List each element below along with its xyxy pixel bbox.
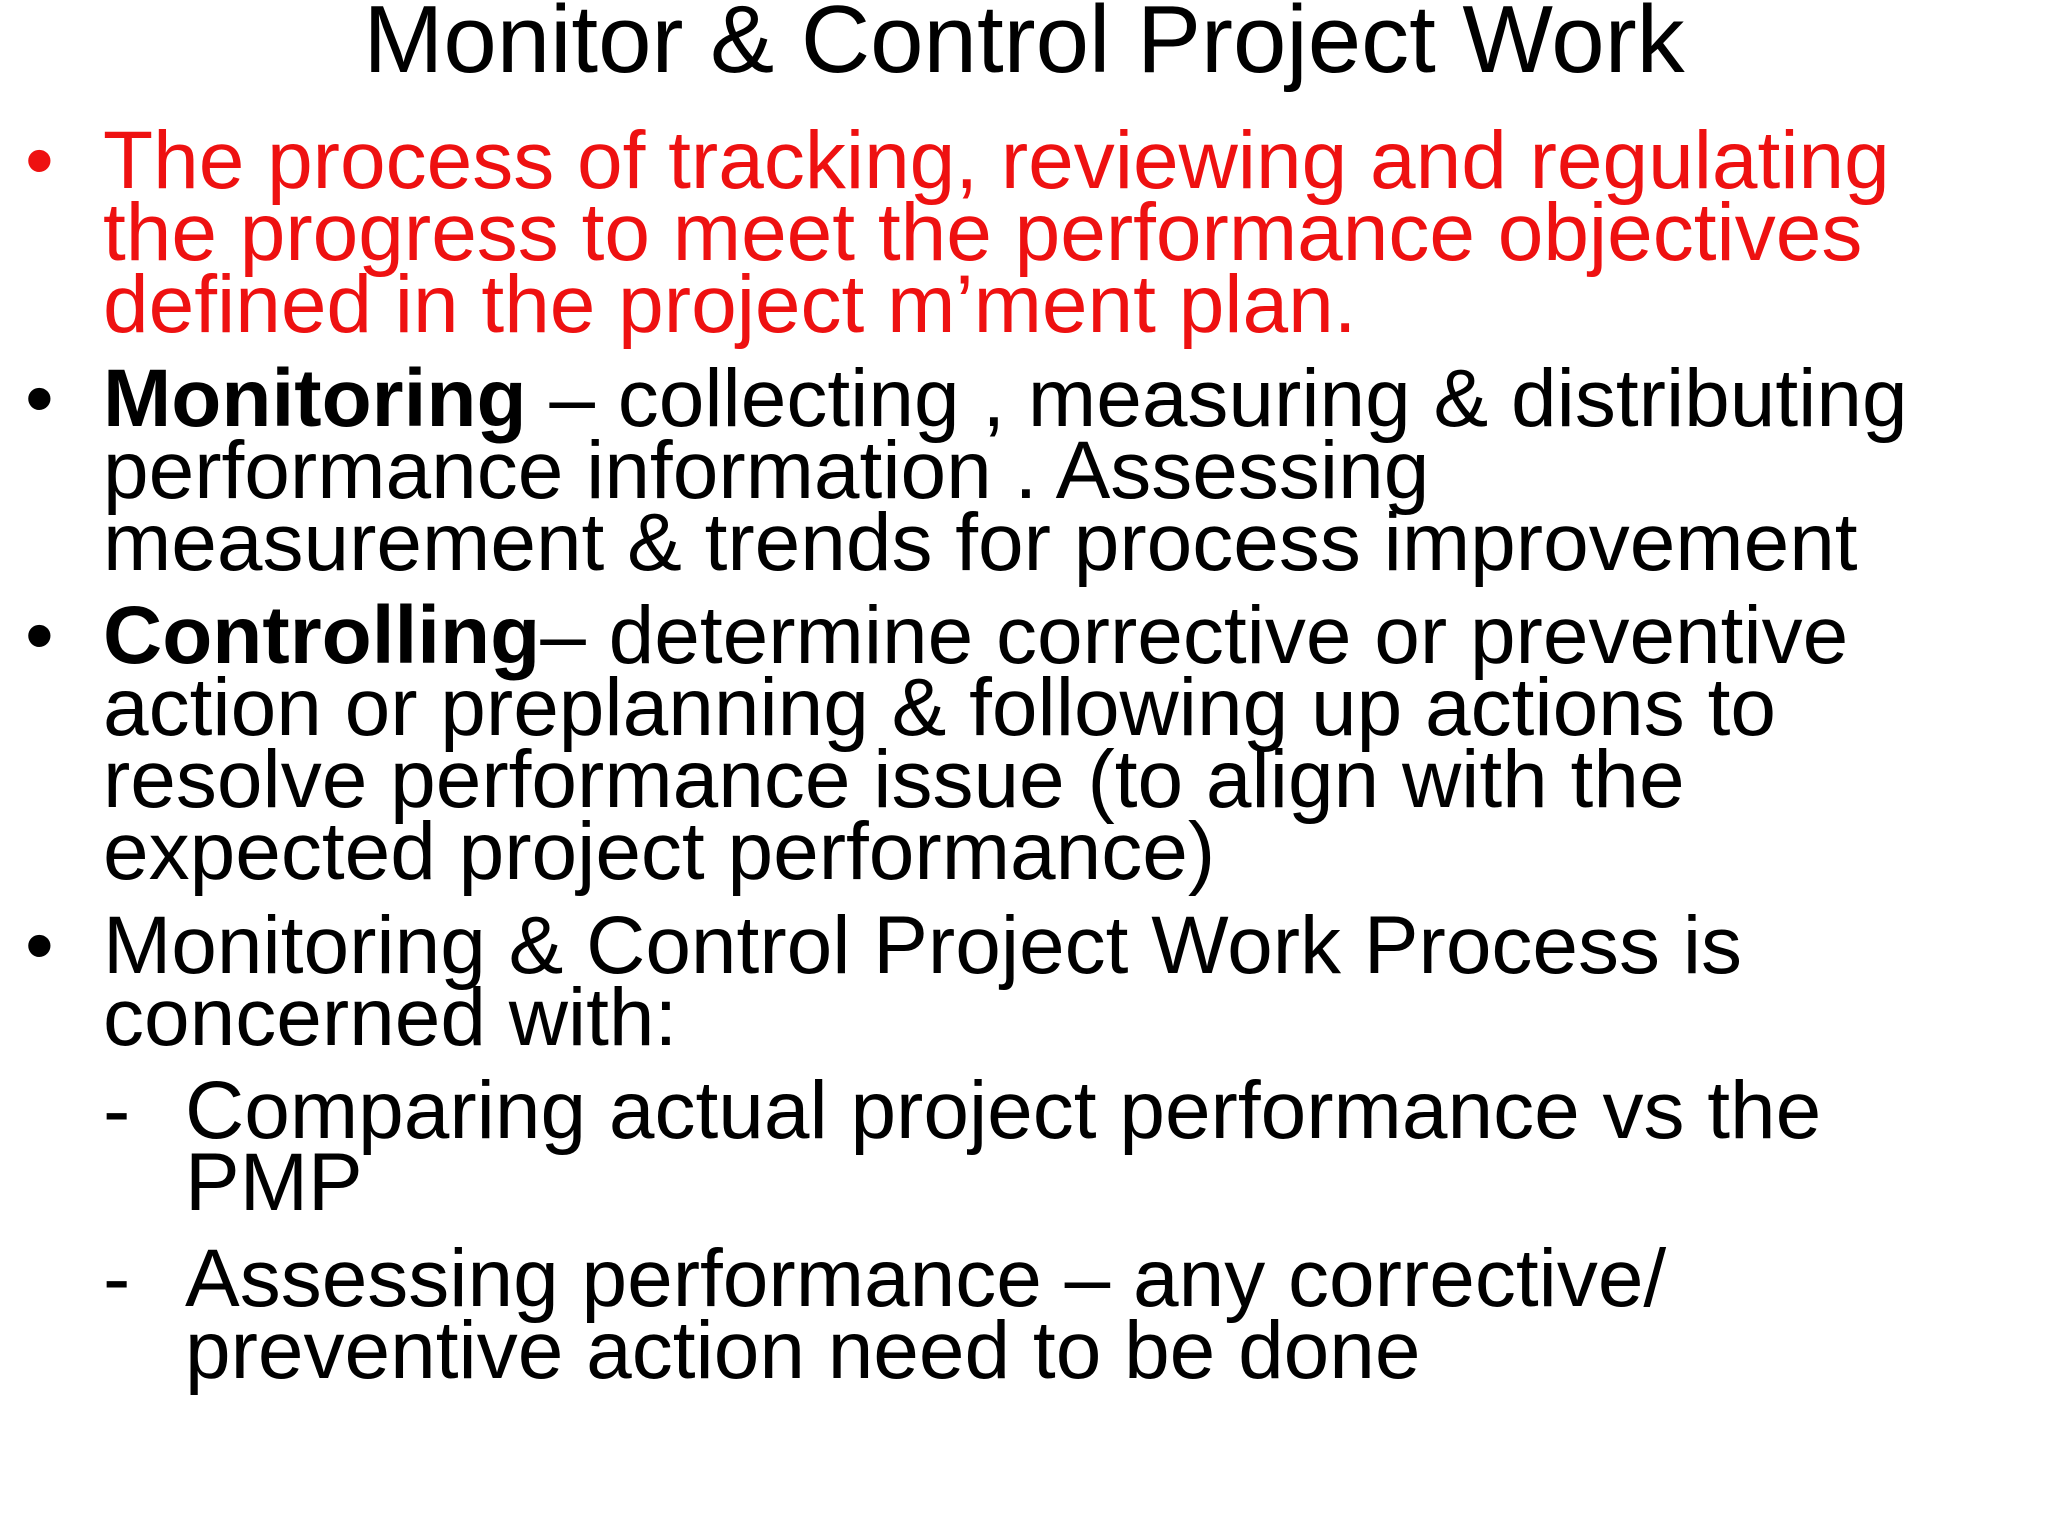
bullet-controlling <box>25 590 2033 897</box>
bullet-term: Controlling <box>103 590 541 681</box>
bullet-text: The process of tracking, reviewing and regulating the progress to meet the performance objectives defined in the project m’ment plan. <box>103 115 1890 350</box>
sub-bullet-marker: - <box>103 1065 131 1156</box>
sub-bullet-comparing <box>103 1065 2025 1228</box>
sub-bullet-assessing <box>103 1233 2025 1396</box>
bullet-text: – collecting , measuring & distributing performance information . Assessing measurement & trends for process improvement <box>103 353 1908 588</box>
sub-bullet-marker: - <box>103 1233 131 1324</box>
bullet-marker: • <box>25 900 54 991</box>
slide-title: Monitor & Control Project Work <box>363 0 1685 93</box>
bullet-term: Monitoring <box>103 353 527 444</box>
bullet-marker: • <box>25 115 54 206</box>
sub-bullet-text: Assessing performance – any corrective/ preventive action need to be done <box>185 1233 1667 1396</box>
bullet-text: Monitoring & Control Project Work Process is concerned with: <box>103 900 1743 1063</box>
bullet-monitoring <box>25 353 2033 588</box>
bullet-marker: • <box>25 590 54 681</box>
bullet-definition <box>25 115 2033 350</box>
sub-bullet-text: Comparing actual project performance vs the PMP <box>185 1065 1822 1228</box>
bullet-marker: • <box>25 353 54 444</box>
bullet-process-concern <box>25 900 2033 1063</box>
bullet-text: – determine corrective or preventive action or preplanning & following up actions to resolve performance issue (to align with the expected project performance) <box>103 590 1849 897</box>
